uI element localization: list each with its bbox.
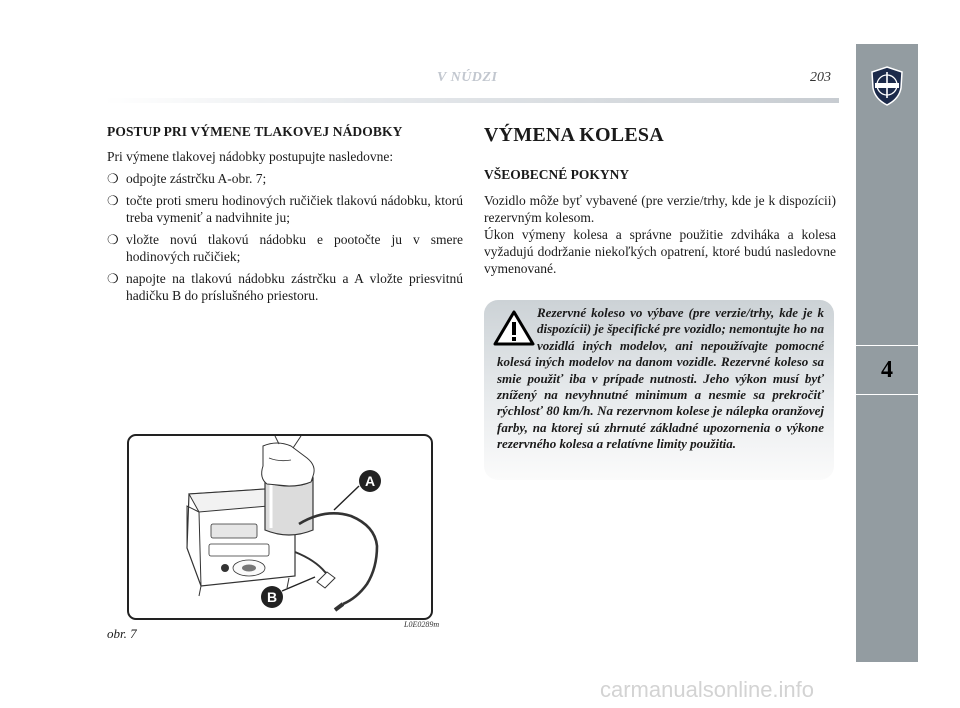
paragraph: Vozidlo môže byť vybavené (pre verzie/trhy, kde je k dispozícii) rezervným kolesom. xyxy=(484,193,836,225)
procedure-heading: POSTUP PRI VÝMENE TLAKOVEJ NÁDOBKY xyxy=(107,124,403,139)
procedure-intro: Pri výmene tlakovej nádobky postupujte nasledovne: xyxy=(107,149,394,164)
compressor-illustration xyxy=(129,436,431,618)
bullet-icon: ❍ xyxy=(107,271,119,286)
step-text: odpojte zástrčku A-obr. 7; xyxy=(126,171,267,186)
right-column xyxy=(484,124,836,282)
chapter-number: 4 xyxy=(881,356,893,383)
label-b: B xyxy=(266,589,278,605)
warning-text: Rezervné koleso vo výbave (pre verzie/trhy, kde je k dispozícii) je špecifické pre vozidlo; nemontujte ho na vozidlá iných modelov, ani nepoužívajte pomocné kolesá iných modelov na danom vozidle. Rezervné koleso sa smie použiť iba v prípade nutnosti. Jeho výkon musí byť znížený na nevyhnutné minimum a nesmie sa prekročiť rýchlosť 80 km/h. Na rezervnom kolese je nálepka oranžovej farby, na ktorej sú zhrnuté základné upozornenia o výkone rezervného kolesa a relatívne limity použitia. xyxy=(497,305,824,452)
label-a: A xyxy=(364,473,376,489)
step-text: napojte na tlakovú nádobku zástrčku a A vložte priesvitnú hadičku B do príslušného priestoru. xyxy=(126,271,463,303)
chapter-tab[interactable] xyxy=(856,345,918,395)
list-item xyxy=(107,231,463,265)
watermark: carmanualsonline.info xyxy=(600,677,815,702)
procedure-steps xyxy=(107,170,463,304)
sub-heading: VŠEOBECNÉ POKYNY xyxy=(484,167,630,182)
compressor-figure xyxy=(127,434,433,620)
warning-text-block xyxy=(497,305,824,453)
list-item xyxy=(107,170,463,187)
section-title: V NÚDZI xyxy=(437,70,498,85)
bullet-icon: ❍ xyxy=(107,193,119,208)
bullet-icon: ❍ xyxy=(107,171,119,186)
step-text: vložte novú tlakovú nádobku e pootočte ju v smere hodinových ručičiek; xyxy=(126,232,463,264)
lancia-logo-icon xyxy=(869,66,905,106)
header-rule xyxy=(104,98,839,103)
step-text: točte proti smeru hodinových ručičiek tlakovú nádobku, ktorú treba vymeniť a nadvihnite ju; xyxy=(126,193,463,225)
page-number: 203 xyxy=(810,70,831,85)
paragraph: Úkon výmeny kolesa a správne použitie zdviháka a kolesa vyžadujú dodržanie niekoľkých opatrení, ktoré budú nasledovne vymenované. xyxy=(484,227,836,276)
figure-caption: obr. 7 xyxy=(107,626,137,641)
list-item xyxy=(107,192,463,226)
figure-code: L0E0289m xyxy=(404,620,440,629)
bullet-icon: ❍ xyxy=(107,232,119,247)
left-column xyxy=(107,124,463,309)
main-heading: VÝMENA KOLESA xyxy=(484,124,664,146)
list-item xyxy=(107,270,463,304)
